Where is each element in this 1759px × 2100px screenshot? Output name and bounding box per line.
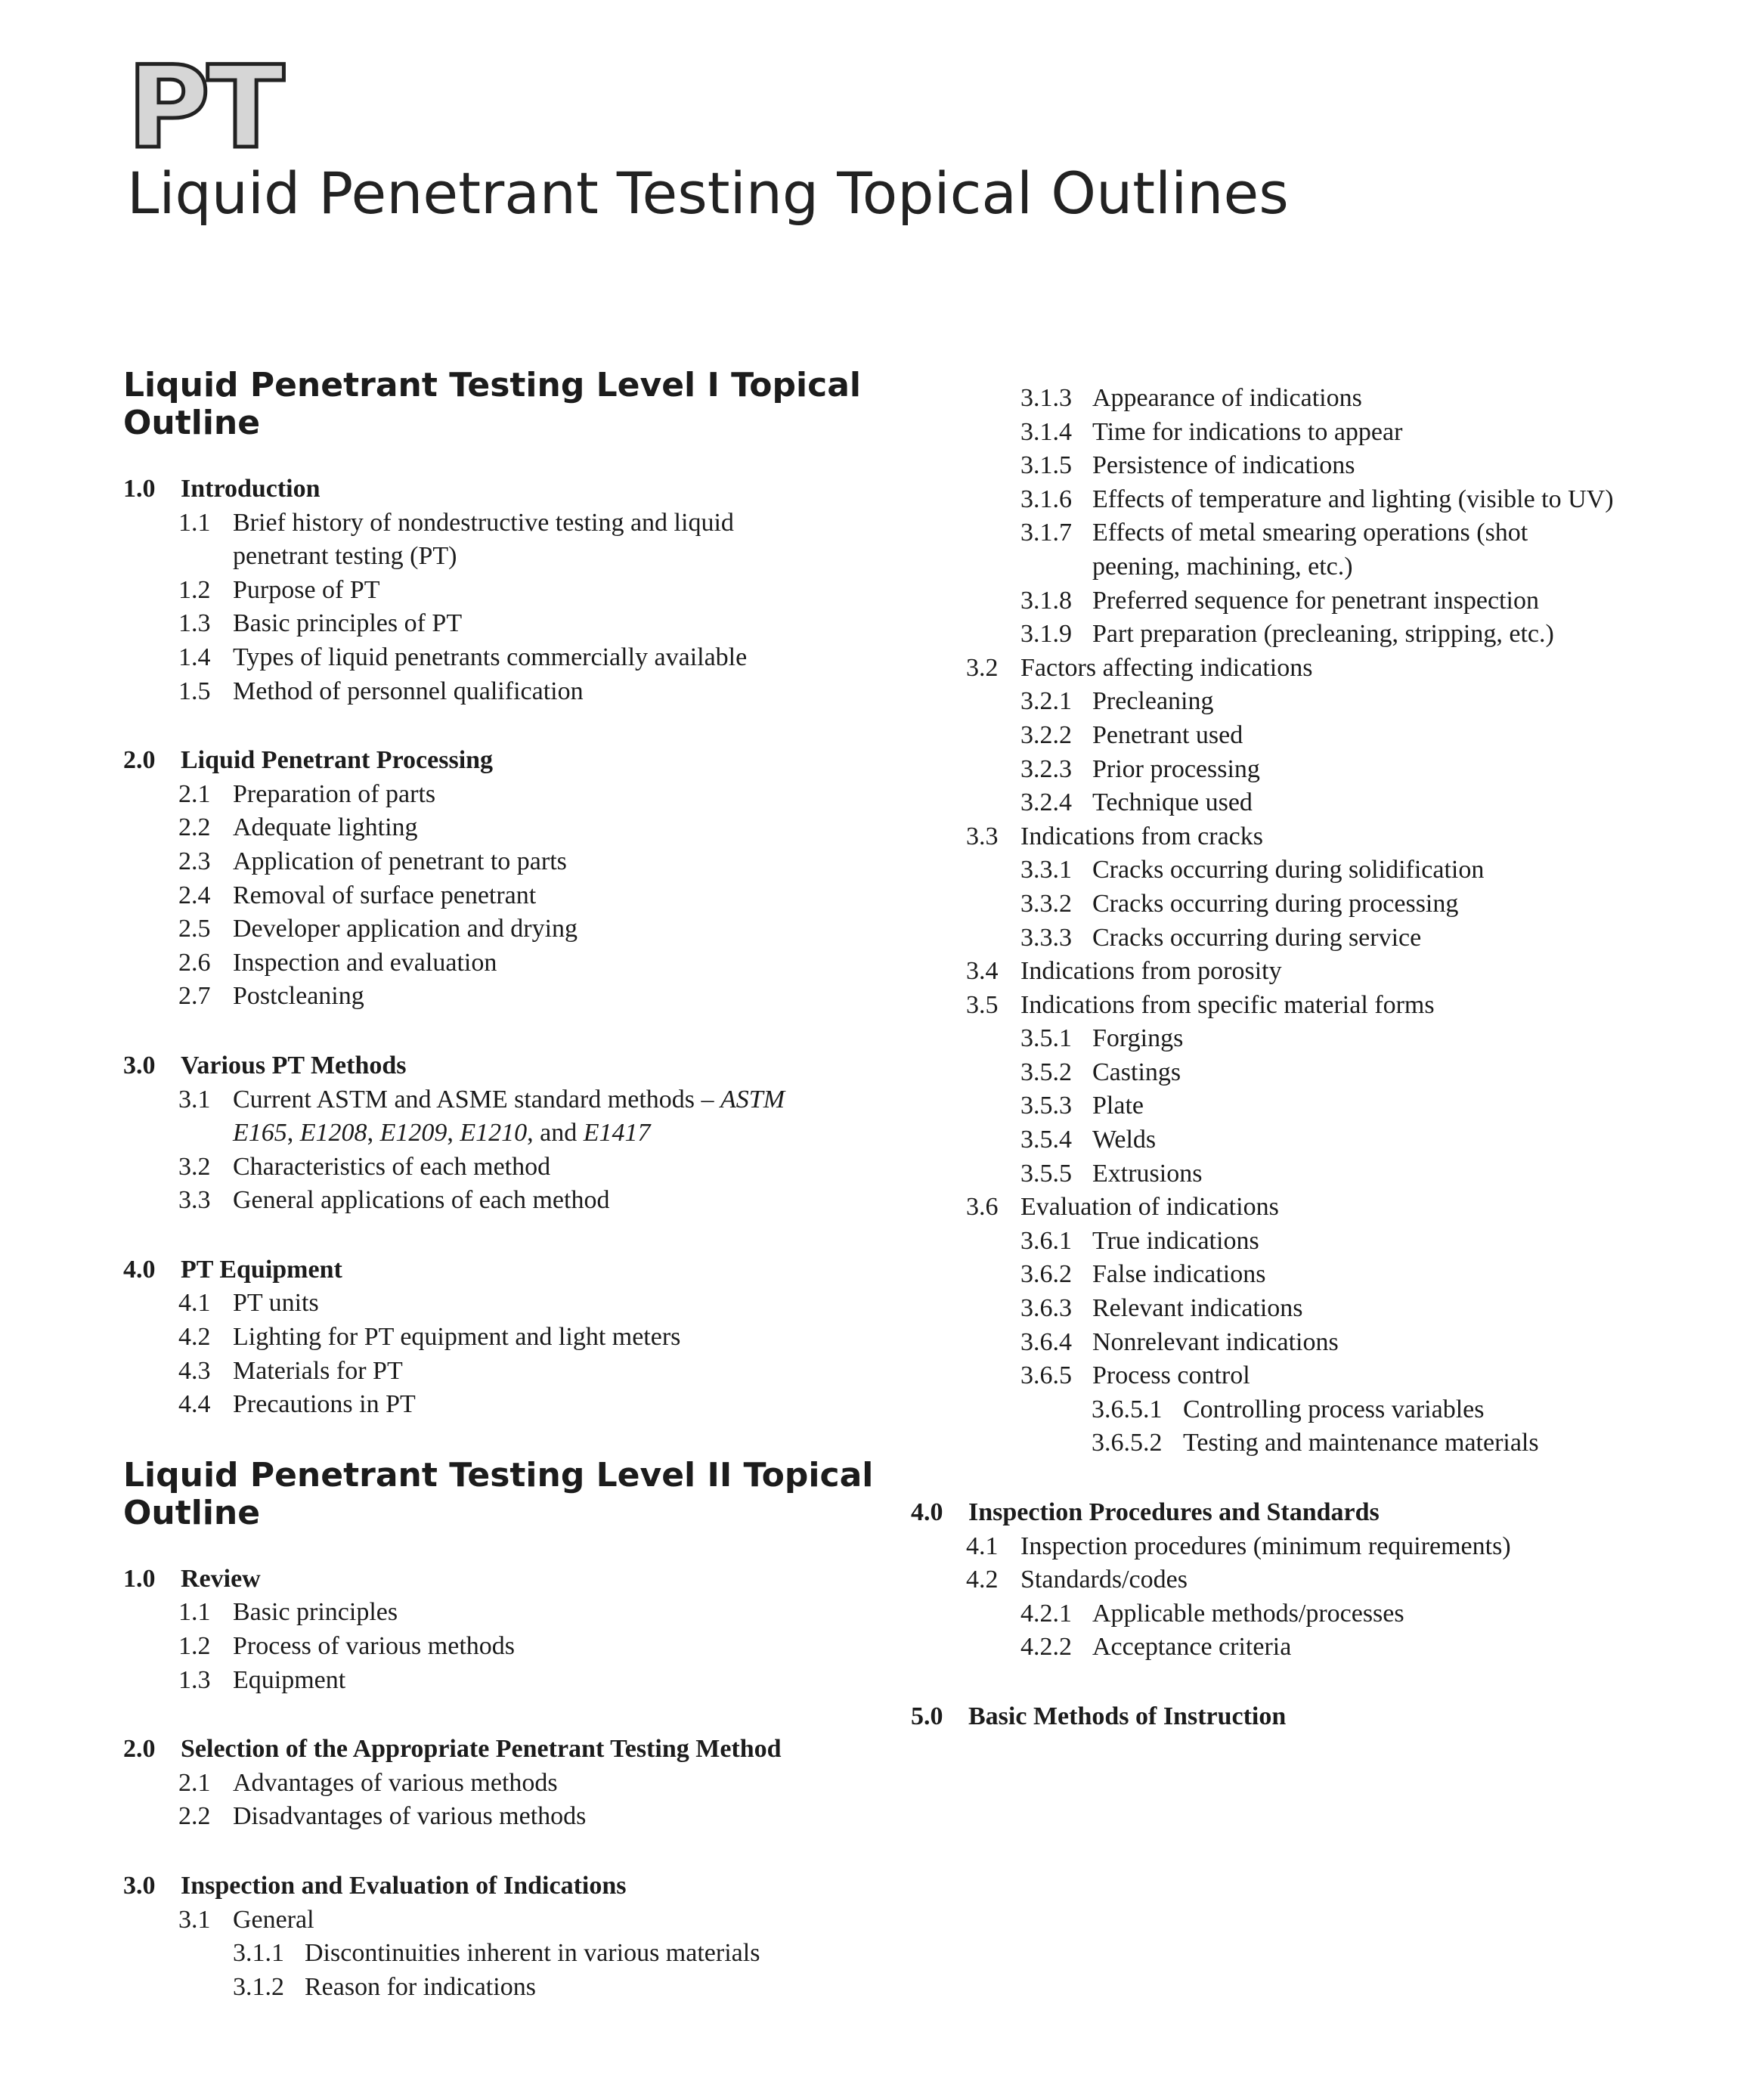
outline-subitem: 3.5.3 Plate xyxy=(1020,1092,1144,1120)
outline-item: 4.4 Precautions in PT xyxy=(178,1390,416,1419)
outline-subitem: 3.3.2 Cracks occurring during processing xyxy=(1020,889,1459,918)
outline-item: 1.3 Basic principles of PT xyxy=(178,609,463,638)
outline-item: 1.1 Basic principles xyxy=(178,1598,398,1627)
outline-item: 2.4 Removal of surface penetrant xyxy=(178,881,537,909)
outline-subitem: 3.5.4 Welds xyxy=(1020,1126,1157,1154)
outline-subitem: 4.2.2 Acceptance criteria xyxy=(1020,1633,1292,1662)
outline-subitem: 3.2.2 Penetrant used xyxy=(1020,720,1243,749)
outline-item: 3.5 Indications from specific material forms xyxy=(966,990,1435,1019)
outline-subitem: 3.6.2 False indications xyxy=(1020,1260,1266,1289)
outline-item: 1.2 Purpose of PT xyxy=(178,575,380,604)
outline-subitem: 4.2.1 Applicable methods/processes xyxy=(1020,1599,1404,1628)
outline-item: 3.3 Indications from cracks xyxy=(966,822,1263,850)
outline-subitem: 3.1.6 Effects of temperature and lighting (visible to UV) xyxy=(1020,485,1614,513)
outline-item: 1.3 Equipment xyxy=(178,1665,346,1694)
right-column xyxy=(911,382,1750,1734)
outline-item: 2.1 Advantages of various methods xyxy=(178,1768,558,1797)
level-1-heading: Liquid Penetrant Testing Level I Topical Outline xyxy=(123,366,861,442)
outline-section: 5.0 Basic Methods of Instruction xyxy=(911,1702,1287,1730)
outline-item-continued: penetrant testing (PT) xyxy=(233,542,457,571)
outline-section: 1.0 Introduction xyxy=(123,475,321,503)
outline-item: 4.3 Materials for PT xyxy=(178,1356,403,1385)
left-column xyxy=(123,367,909,2004)
outline-subitem: 3.1.1 Discontinuities inherent in various materials xyxy=(233,1939,760,1968)
outline-subitem: 3.1.2 Reason for indications xyxy=(233,1972,536,2001)
outline-section: 1.0 Review xyxy=(123,1564,261,1593)
outline-item: 2.2 Adequate lighting xyxy=(178,813,418,842)
outline-item: 4.2 Lighting for PT equipment and light meters xyxy=(178,1323,681,1352)
outline-subitem: 3.1.9 Part preparation (precleaning, stripping, etc.) xyxy=(1020,620,1554,649)
outline-subsubitem: 3.6.5.2 Testing and maintenance materials xyxy=(1092,1429,1539,1457)
outline-subitem: 3.6.4 Nonrelevant indications xyxy=(1020,1327,1339,1356)
outline-subitem: 3.1.7 Effects of metal smearing operations (shot xyxy=(1020,519,1528,547)
outline-item: 2.6 Inspection and evaluation xyxy=(178,948,497,977)
outline-subitem: 3.2.3 Prior processing xyxy=(1020,754,1260,783)
outline-item: 4.1 Inspection procedures (minimum requirements) xyxy=(966,1532,1511,1560)
pt-logo: PT xyxy=(127,42,282,174)
outline-item: 2.2 Disadvantages of various methods xyxy=(178,1802,587,1831)
outline-section: 3.0 Various PT Methods xyxy=(123,1051,407,1079)
outline-item: 2.7 Postcleaning xyxy=(178,982,364,1011)
outline-item: 3.1 Current ASTM and ASME standard methods – ASTM xyxy=(178,1085,785,1113)
outline-subitem: 3.2.4 Technique used xyxy=(1020,788,1253,817)
outline-item: 2.3 Application of penetrant to parts xyxy=(178,847,567,875)
level-2-heading: Liquid Penetrant Testing Level II Topical Outline xyxy=(123,1455,874,1532)
outline-item-continued: E165, E1208, E1209, E1210, and E1417 xyxy=(233,1119,651,1148)
outline-item: 3.2 Factors affecting indications xyxy=(966,653,1313,682)
outline-item: 1.5 Method of personnel qualification xyxy=(178,677,584,705)
outline-subitem: 3.6.3 Relevant indications xyxy=(1020,1294,1303,1323)
outline-subitem: 3.6.5 Process control xyxy=(1020,1361,1250,1390)
outline-section: 2.0 Selection of the Appropriate Penetrant Testing Method xyxy=(123,1735,782,1764)
outline-item: 3.3 General applications of each method xyxy=(178,1186,610,1215)
outline-section: 4.0 PT Equipment xyxy=(123,1255,342,1284)
outline-item: 4.1 PT units xyxy=(178,1289,319,1318)
outline-subitem: 3.5.2 Castings xyxy=(1020,1058,1181,1086)
outline-subitem: 3.1.4 Time for indications to appear xyxy=(1020,417,1403,446)
outline-subsubitem: 3.6.5.1 Controlling process variables xyxy=(1092,1395,1485,1423)
outline-item: 3.6 Evaluation of indications xyxy=(966,1193,1279,1222)
outline-item: 4.2 Standards/codes xyxy=(966,1566,1188,1594)
outline-subitem-continued: peening, machining, etc.) xyxy=(1092,552,1353,581)
outline-subitem: 3.1.3 Appearance of indications xyxy=(1020,384,1362,412)
outline-subitem: 3.1.8 Preferred sequence for penetrant inspection xyxy=(1020,586,1539,615)
outline-section: 4.0 Inspection Procedures and Standards xyxy=(911,1498,1380,1526)
outline-subitem: 3.2.1 Precleaning xyxy=(1020,687,1214,716)
outline-item: 3.1 General xyxy=(178,1905,314,1934)
outline-section: 2.0 Liquid Penetrant Processing xyxy=(123,746,494,775)
outline-subitem: 3.5.1 Forgings xyxy=(1020,1024,1184,1053)
page-title: Liquid Penetrant Testing Topical Outlines xyxy=(127,160,1289,227)
outline-subitem: 3.3.1 Cracks occurring during solidification xyxy=(1020,856,1485,884)
outline-item: 1.1 Brief history of nondestructive testing and liquid xyxy=(178,508,734,537)
outline-item: 1.4 Types of liquid penetrants commercially available xyxy=(178,643,748,671)
outline-subitem: 3.3.3 Cracks occurring during service xyxy=(1020,923,1422,952)
outline-item: 3.4 Indications from porosity xyxy=(966,957,1282,986)
outline-subitem: 3.5.5 Extrusions xyxy=(1020,1159,1203,1188)
outline-section: 3.0 Inspection and Evaluation of Indications xyxy=(123,1872,627,1900)
outline-item: 3.2 Characteristics of each method xyxy=(178,1152,551,1181)
outline-item: 1.2 Process of various methods xyxy=(178,1632,516,1661)
outline-subitem: 3.1.5 Persistence of indications xyxy=(1020,451,1355,480)
outline-item: 2.5 Developer application and drying xyxy=(178,915,578,943)
outline-item: 2.1 Preparation of parts xyxy=(178,779,436,808)
outline-subitem: 3.6.1 True indications xyxy=(1020,1226,1259,1255)
